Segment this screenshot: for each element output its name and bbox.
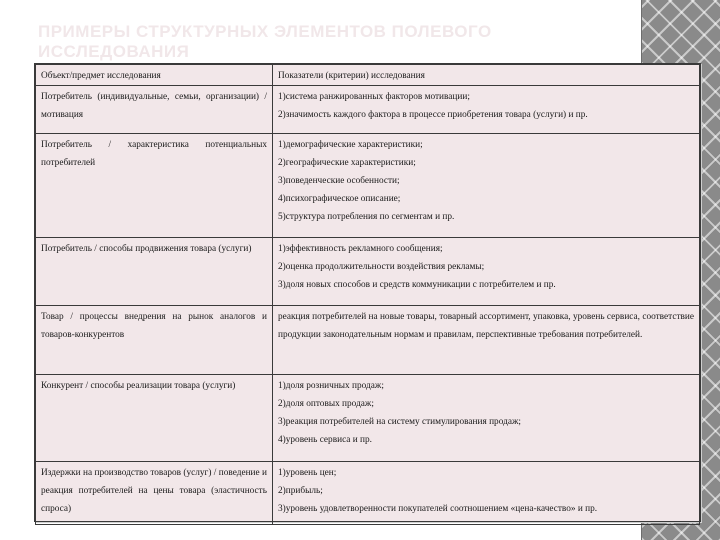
criteria-item: 3)уровень удовлетворенности покупателей соотношением «цена-качество» и пр. — [278, 504, 598, 514]
row-criteria-cell — [273, 86, 700, 134]
header-object: Объект/предмет исследования — [36, 65, 273, 86]
criteria-item: реакция потребителей на новые товары, товарный ассортимент, упаковка, уровень сервиса, соответствие продукции законодательным нормам и правилам, перспективные требования потребителей. — [278, 312, 694, 340]
table-header-row — [36, 65, 700, 86]
table-row — [36, 306, 700, 375]
row-criteria-cell — [273, 462, 700, 525]
criteria-item: 4)уровень сервиса и пр. — [278, 435, 373, 445]
table-row — [36, 238, 700, 306]
table-row — [36, 462, 700, 525]
criteria-item: 3)поведенческие особенности; — [278, 176, 400, 186]
slide-title: ПРИМЕРЫ СТРУКТУРНЫХ ЭЛЕМЕНТОВ ПОЛЕВОГО ИССЛЕДОВАНИЯ — [38, 22, 492, 61]
criteria-item: 1)уровень цен; — [278, 468, 337, 478]
criteria-item: 1)система ранжированных факторов мотивации; — [278, 92, 470, 102]
row-criteria-cell — [273, 306, 700, 375]
row-object-cell: Товар / процессы внедрения на рынок аналогов и товаров-конкурентов — [36, 306, 273, 375]
criteria-item: 2)значимость каждого фактора в процессе приобретения товара (услуги) и пр. — [278, 110, 588, 120]
criteria-item: 3)доля новых способов и средств коммуникации с потребителем и пр. — [278, 280, 556, 290]
criteria-item: 3)реакция потребителей на систему стимулирования продаж; — [278, 417, 521, 427]
research-elements-table — [34, 63, 701, 522]
row-object-cell: Конкурент / способы реализации товара (услуги) — [36, 375, 273, 462]
row-object-cell: Издержки на производство товаров (услуг) / поведение и реакция потребителей на цены товара (эластичность спроса) — [36, 462, 273, 525]
table-row — [36, 134, 700, 238]
criteria-item: 1)демографические характеристики; — [278, 140, 423, 150]
criteria-item: 1)доля розничных продаж; — [278, 381, 384, 391]
criteria-item: 1)эффективность рекламного сообщения; — [278, 244, 443, 254]
table — [35, 64, 700, 525]
criteria-item: 4)психографическое описание; — [278, 194, 401, 204]
criteria-item: 2)доля оптовых продаж; — [278, 399, 374, 409]
row-object-cell: Потребитель (индивидуальные, семьи, организации) / мотивация — [36, 86, 273, 134]
criteria-item: 2)географические характеристики; — [278, 158, 416, 168]
row-criteria-cell — [273, 238, 700, 306]
row-criteria-cell — [273, 375, 700, 462]
criteria-item: 2)прибыль; — [278, 486, 323, 496]
table-row — [36, 375, 700, 462]
row-object-cell: Потребитель / способы продвижения товара (услуги) — [36, 238, 273, 306]
row-criteria-cell — [273, 134, 700, 238]
criteria-item: 5)структура потребления по сегментам и пр. — [278, 212, 455, 222]
table-row — [36, 86, 700, 134]
row-object-cell: Потребитель / характеристика потенциальных потребителей — [36, 134, 273, 238]
header-criteria: Показатели (критерии) исследования — [273, 65, 700, 86]
criteria-item: 2)оценка продолжительности воздействия рекламы; — [278, 262, 485, 272]
